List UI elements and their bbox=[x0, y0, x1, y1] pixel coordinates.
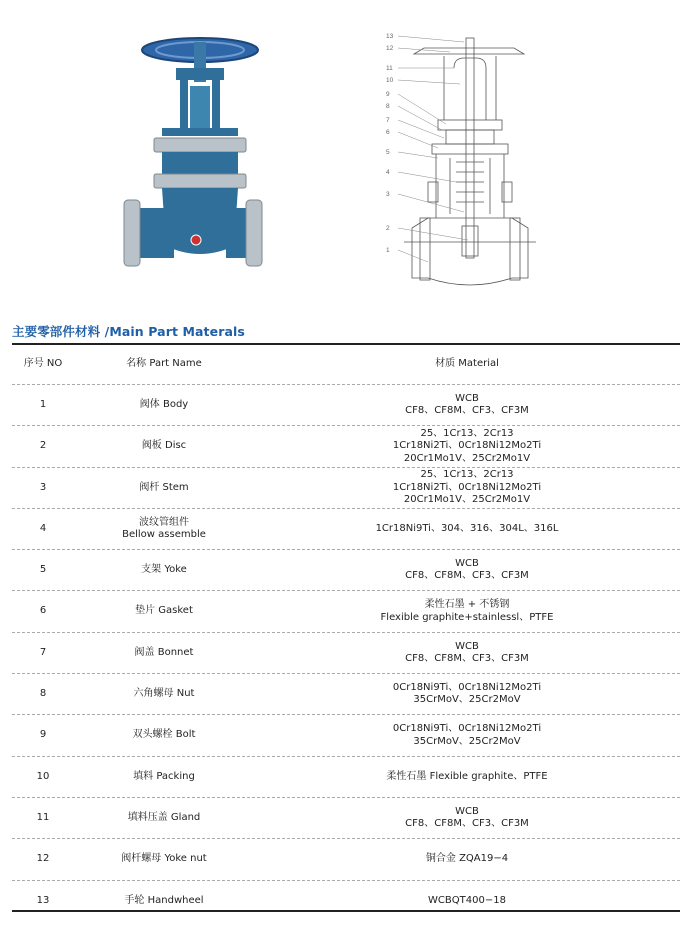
cell-material bbox=[254, 591, 680, 631]
table-row bbox=[12, 633, 680, 674]
table-row bbox=[12, 550, 680, 591]
table-bottom-rule bbox=[12, 910, 680, 912]
cell-material-line: WCB bbox=[455, 640, 479, 652]
cell-material bbox=[254, 674, 680, 714]
cell-material bbox=[254, 468, 680, 508]
cell-material-line: 柔性石墨 + 不锈钢 bbox=[424, 599, 510, 611]
table-row bbox=[12, 798, 680, 839]
cell-material-line: 1Cr18Ni9Ti、304、316、304L、316L bbox=[375, 522, 559, 534]
table-row bbox=[12, 674, 680, 715]
cell-material-line: 20Cr1Mo1V、25Cr2Mo1V bbox=[403, 493, 531, 505]
diagram-callout-label: 4 bbox=[386, 169, 390, 176]
cell-part-name bbox=[74, 757, 254, 797]
cell-part-name bbox=[74, 715, 254, 755]
cell-part-name bbox=[74, 385, 254, 425]
table-row bbox=[12, 715, 680, 756]
diagram-callout-label: 12 bbox=[386, 45, 394, 52]
diagram-callout-label: 2 bbox=[386, 225, 390, 232]
cell-no: 10 bbox=[36, 770, 50, 782]
table-row bbox=[12, 839, 680, 880]
header-part-name: 名称 Part Name bbox=[126, 358, 202, 370]
cell-part-name bbox=[74, 633, 254, 673]
cell-part-name bbox=[74, 550, 254, 590]
cell-no: 2 bbox=[39, 440, 47, 452]
cell-material-line: CF8、CF8M、CF3、CF3M bbox=[405, 818, 529, 830]
diagram-callout-label: 1 bbox=[386, 247, 390, 254]
cell-material bbox=[254, 426, 680, 466]
cell-material-line: 35CrMoV、25Cr2MoV bbox=[413, 735, 521, 747]
cell-material-line: WCB bbox=[455, 392, 479, 404]
cell-material-line: CF8、CF8M、CF3、CF3M bbox=[405, 405, 529, 417]
valve-photo bbox=[118, 36, 268, 288]
cell-material-line: 0Cr18Ni9Ti、0Cr18Ni12Mo2Ti bbox=[392, 681, 542, 693]
cell-material bbox=[254, 385, 680, 425]
diagram-callout-label: 9 bbox=[386, 91, 390, 98]
cell-material bbox=[254, 757, 680, 797]
diagram-callout-label: 8 bbox=[386, 103, 390, 110]
cell-part-name-line: 阀杆螺母 Yoke nut bbox=[121, 853, 207, 865]
cell-material-line: 1Cr18Ni2Ti、0Cr18Ni12Mo2Ti bbox=[392, 481, 542, 493]
cell-no: 4 bbox=[39, 522, 47, 534]
table-row bbox=[12, 757, 680, 798]
cell-part-name-line: 手轮 Handwheel bbox=[124, 894, 204, 906]
cell-part-name-line: 双头螺栓 Bolt bbox=[132, 729, 196, 741]
cell-material-line: WCB bbox=[455, 805, 479, 817]
cell-part-name-line: 波纹管组件 bbox=[139, 516, 189, 528]
cell-material-line: WCBQT400−18 bbox=[428, 894, 506, 906]
cell-part-name-line: 支架 Yoke bbox=[141, 564, 187, 576]
table-row bbox=[12, 509, 680, 550]
cell-no: 12 bbox=[36, 853, 50, 865]
table-row bbox=[12, 591, 680, 632]
cell-part-name bbox=[74, 881, 254, 921]
cell-no: 13 bbox=[36, 894, 50, 906]
table-row bbox=[12, 468, 680, 509]
cell-material bbox=[254, 509, 680, 549]
cell-part-name-line: 阀盖 Bonnet bbox=[134, 646, 194, 658]
valve-section-drawing bbox=[384, 28, 554, 294]
cell-material-line: 25、1Cr13、2Cr13 bbox=[420, 428, 514, 439]
table-row bbox=[12, 426, 680, 467]
cell-part-name-line: 填料 Packing bbox=[133, 770, 195, 782]
cell-part-name-line: 填料压盖 Gland bbox=[127, 811, 201, 823]
cell-material-line: 25、1Cr13、2Cr13 bbox=[420, 469, 514, 481]
table-body bbox=[12, 385, 680, 921]
cell-part-name bbox=[74, 674, 254, 714]
diagram-callout-label: 10 bbox=[386, 77, 394, 84]
cell-material-line: 铜合金 ZQA19−4 bbox=[425, 853, 509, 865]
cell-material bbox=[254, 839, 680, 879]
cell-material-line: 1Cr18Ni2Ti、0Cr18Ni12Mo2Ti bbox=[392, 440, 542, 452]
diagram-callout-label: 6 bbox=[386, 129, 390, 136]
diagram-callout-label: 5 bbox=[386, 149, 390, 156]
header-material: 材质 Material bbox=[435, 358, 499, 370]
cell-no: 1 bbox=[39, 399, 47, 410]
cell-material-line: CF8、CF8M、CF3、CF3M bbox=[405, 652, 529, 664]
diagram-callout-label: 7 bbox=[386, 117, 390, 124]
materials-table bbox=[12, 345, 680, 921]
cell-material bbox=[254, 715, 680, 755]
cell-no: 9 bbox=[39, 729, 47, 741]
diagram-callout-label: 3 bbox=[386, 191, 390, 198]
cell-part-name-line: 阀杆 Stem bbox=[139, 481, 189, 493]
cell-part-name bbox=[74, 468, 254, 508]
cell-material-line: 35CrMoV、25Cr2MoV bbox=[413, 694, 521, 706]
table-header-row bbox=[12, 345, 680, 385]
cell-part-name-line: 垫片 Gasket bbox=[135, 605, 193, 617]
cell-material-line: CF8、CF8M、CF3、CF3M bbox=[405, 570, 529, 582]
section-title: 主要零部件材料 /Main Part Materals bbox=[12, 324, 245, 339]
table-row bbox=[12, 881, 680, 921]
table-row bbox=[12, 385, 680, 426]
cell-part-name bbox=[74, 591, 254, 631]
cell-material-line: 0Cr18Ni9Ti、0Cr18Ni12Mo2Ti bbox=[392, 723, 542, 735]
header-no: 序号 NO bbox=[23, 358, 63, 370]
cell-no: 5 bbox=[39, 564, 47, 576]
cell-material-line: WCB bbox=[455, 558, 479, 570]
cell-no: 7 bbox=[39, 646, 47, 658]
cell-part-name-line: 阀体 Body bbox=[139, 399, 189, 410]
cell-part-name bbox=[74, 426, 254, 466]
cell-part-name-line: 阀板 Disc bbox=[141, 440, 187, 452]
cell-material bbox=[254, 633, 680, 673]
cell-no: 11 bbox=[36, 811, 50, 823]
cell-material bbox=[254, 798, 680, 838]
cell-part-name bbox=[74, 509, 254, 549]
cell-material-line: 20Cr1Mo1V、25Cr2Mo1V bbox=[403, 452, 531, 464]
cell-material bbox=[254, 550, 680, 590]
cell-material-line: Flexible graphite+stainlessl、PTFE bbox=[380, 611, 554, 623]
cell-material-line: 柔性石墨 Flexible graphite、PTFE bbox=[386, 770, 548, 782]
cell-part-name bbox=[74, 798, 254, 838]
cell-material bbox=[254, 881, 680, 921]
diagram-callout-label: 13 bbox=[386, 33, 394, 40]
cell-no: 6 bbox=[39, 605, 47, 617]
diagram-callout-label: 11 bbox=[386, 65, 393, 72]
cell-part-name-line: Bellow assemble bbox=[122, 529, 206, 541]
cell-no: 8 bbox=[39, 688, 47, 700]
cell-no: 3 bbox=[39, 481, 47, 493]
cell-part-name bbox=[74, 839, 254, 879]
cell-part-name-line: 六角螺母 Nut bbox=[133, 688, 195, 700]
